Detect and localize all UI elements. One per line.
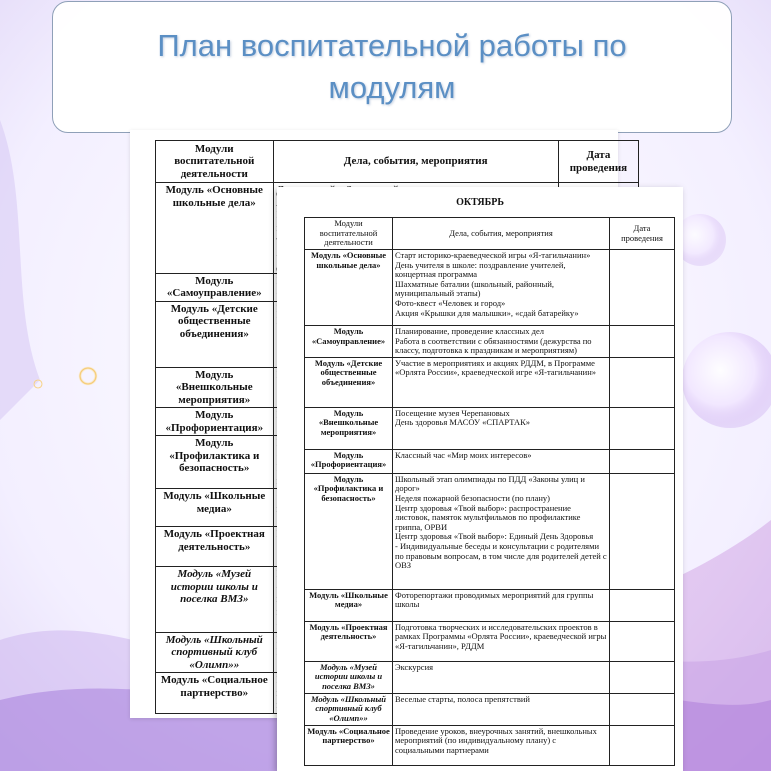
module-cell: Модуль «Профориентация» [156, 408, 274, 436]
module-cell: Модуль «Школьный спортивный клуб «Олимп»» [305, 693, 393, 725]
date-cell [610, 725, 675, 765]
header-modules: Модули воспитательной деятельности [156, 141, 274, 183]
module-cell: Модуль «Музей истории школы и поселка ВМЗ» [156, 567, 274, 633]
table-row [305, 407, 675, 449]
date-cell [610, 661, 675, 693]
page-title-line-1: План воспитательной работы по [157, 28, 627, 63]
table-row [305, 725, 675, 765]
date-cell [610, 357, 675, 407]
module-cell: Модуль «Самоуправление» [305, 326, 393, 358]
module-cell: Модуль «Музей истории школы и поселка ВМЗ» [305, 661, 393, 693]
module-cell: Модуль «Детские общественные объединения» [156, 301, 274, 367]
module-cell: Модуль «Внешкольные мероприятия» [305, 407, 393, 449]
header-events: Дела, события, мероприятия [273, 141, 558, 183]
module-cell: Модуль «Социальное партнерство» [305, 725, 393, 765]
module-cell: Модуль «Проектная деятельность» [156, 527, 274, 567]
events-cell: Школьный этап олимпиады по ПДД «Законы улиц и дорог» Неделя пожарной безопасности (по плану) Центр здоровья «Твой выбор»: распространение листовок, памяток мультфильмов по профилактике гриппа, ОРВИ Центр здоровья «Твой выбор»: Единый День Здоровья - Индивидуальные беседы и консультации с родителями по правовым вопросам, в том числе для родителей детей с ОВЗ [393, 473, 610, 589]
events-cell: Посещение музея Черепановых День здоровья МАСОУ «СПАРТАК» [393, 407, 610, 449]
title-box [52, 1, 732, 133]
module-cell: Модуль «Социальное партнерство» [156, 673, 274, 714]
events-cell: Фоторепортажи проводимых мероприятий для группы школы [393, 589, 610, 621]
table-row [305, 621, 675, 661]
table-row [305, 449, 675, 473]
table-row [305, 693, 675, 725]
date-cell [610, 693, 675, 725]
table-row [305, 473, 675, 589]
module-cell: Модуль «Школьные медиа» [156, 489, 274, 527]
header-date: Дата проведения [610, 218, 675, 250]
module-cell: Модуль «Самоуправление» [156, 273, 274, 301]
module-cell: Модуль «Детские общественные объединения» [305, 357, 393, 407]
module-cell: Модуль «Проектная деятельность» [305, 621, 393, 661]
date-cell [610, 589, 675, 621]
table-row [305, 661, 675, 693]
table-row [305, 357, 675, 407]
module-cell: Модуль «Профориентация» [305, 449, 393, 473]
document-page-front [277, 187, 683, 771]
events-cell: Проведение уроков, внеурочных занятий, внешкольных мероприятий (по индивидуальному плану) с социальными партнерами [393, 725, 610, 765]
events-cell: Подготовка творческих и исследовательских проектов в рамках Программы «Орлята России», краеведческой игры «Я-тагильчанин», РДДМ [393, 621, 610, 661]
table-row [305, 589, 675, 621]
header-date: Дата проведения [558, 141, 638, 183]
events-cell: Экскурсия [393, 661, 610, 693]
events-cell: Участие в мероприятиях и акциях РДДМ, в Программе «Орлята России», краеведческой игре «Я-тагильчанин» [393, 357, 610, 407]
header-modules: Модули воспитательной деятельности [305, 218, 393, 250]
date-cell [610, 250, 675, 326]
events-cell: Планирование, проведение классных дел Работа в соответствии с обязанностями (дежурства по классу, подготовка к праздникам и мероприятиям) [393, 326, 610, 358]
events-cell: Старт историко-краеведческой игры «Я-тагильчанин» День учителя в школе: поздравление учителей, концертная программа Шахматные баталии (школьный, районный, муниципальный этапы) Фото-квест «Человек и город» Акция «Крышки для малышки», «сдай батарейку» [393, 250, 610, 326]
module-cell: Модуль «Школьный спортивный клуб «Олимп»» [156, 632, 274, 673]
date-cell [610, 407, 675, 449]
date-cell [610, 449, 675, 473]
date-cell [610, 326, 675, 358]
module-cell: Модуль «Профилактика и безопасность» [305, 473, 393, 589]
module-cell: Модуль «Профилактика и безопасность» [156, 436, 274, 489]
module-cell: Модуль «Школьные медиа» [305, 589, 393, 621]
header-events: Дела, события, мероприятия [393, 218, 610, 250]
events-cell: Классный час «Мир моих интересов» [393, 449, 610, 473]
month-heading: ОКТЯБРЬ [456, 197, 504, 208]
date-cell [610, 473, 675, 589]
events-cell: Веселые старты, полоса препятствий [393, 693, 610, 725]
module-cell: Модуль «Основные школьные дела» [156, 183, 274, 274]
table-row [305, 250, 675, 326]
module-cell: Модуль «Внешкольные мероприятия» [156, 367, 274, 408]
date-cell [610, 621, 675, 661]
table-row [305, 326, 675, 358]
module-cell: Модуль «Основные школьные дела» [305, 250, 393, 326]
plan-table-front [304, 217, 675, 766]
page-title-line-2: модулям [328, 70, 456, 105]
